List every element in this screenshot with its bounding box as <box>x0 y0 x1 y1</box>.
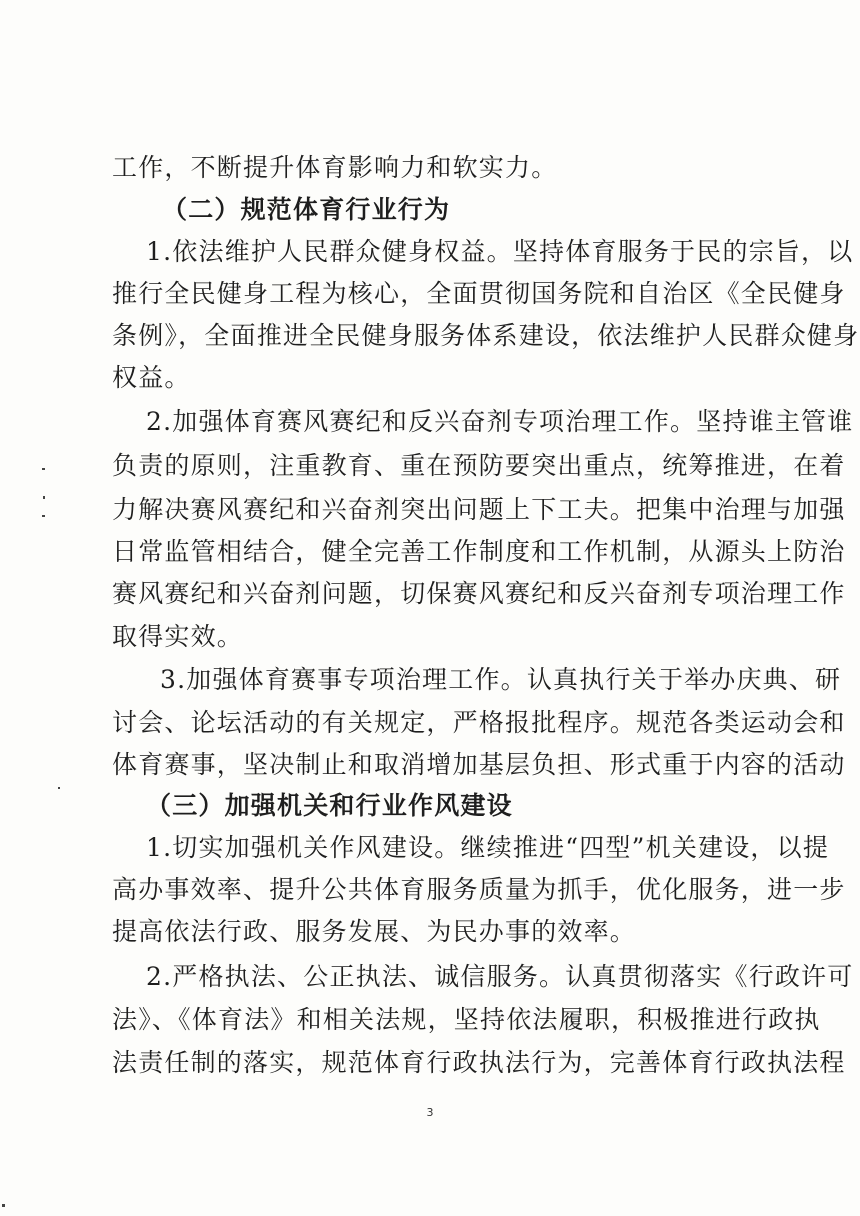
text-line: 日常监管相结合，健全完善工作制度和工作机制，从源头上防治 <box>112 537 846 566</box>
text-line: 提高依法行政、服务发展、为民办事的效率。 <box>112 917 637 946</box>
text-line: 力解决赛风赛纪和兴奋剂突出问题上下工夫。把集中治理与加强 <box>112 495 846 524</box>
scan-speck <box>58 787 60 789</box>
text-line: 赛风赛纪和兴奋剂问题，切保赛风赛纪和反兴奋剂专项治理工作 <box>112 579 846 608</box>
text-line: 1.依法维护人民群众健身权益。坚持体育服务于民的宗旨，以 <box>146 237 854 266</box>
section-heading: （三）加强机关和行业作风建设 <box>146 791 513 820</box>
text-line: 法》、《体育法》和相关法规，坚持依法履职，积极推进行政执 <box>112 1005 821 1034</box>
text-line: 高办事效率、提升公共体育服务质量为抓手，优化服务，进一步 <box>112 875 846 904</box>
text-line: 讨会、论坛活动的有关规定，严格报批程序。规范各类运动会和 <box>112 708 846 737</box>
text-line: 负责的原则，注重教育、重在预防要突出重点，统筹推进，在着 <box>112 451 846 480</box>
scan-speck <box>42 515 45 517</box>
text-line: 条例》，全面推进全民健身服务体系建设，依法维护人民群众健身 <box>112 321 860 350</box>
text-line: 取得实效。 <box>112 622 244 651</box>
scan-speck <box>43 496 45 499</box>
scan-speck <box>2 1204 5 1207</box>
text-line: 工作，不断提升体育影响力和软实力。 <box>112 153 558 182</box>
scan-speck <box>42 468 45 470</box>
text-line: 法责任制的落实，规范体育行政执法行为，完善体育行政执法程 <box>112 1048 846 1077</box>
text-line: 体育赛事，坚决制止和取消增加基层负担、形式重于内容的活动 <box>112 750 846 779</box>
section-heading: （二）规范体育行业行为 <box>162 195 451 224</box>
text-line: 1.切实加强机关作风建设。继续推进“四型”机关建设，以提 <box>146 833 830 862</box>
text-line: 权益。 <box>112 363 191 392</box>
text-line: 2.严格执法、公正执法、诚信服务。认真贯彻落实《行政许可 <box>146 962 854 991</box>
text-line: 2.加强体育赛风赛纪和反兴奋剂专项治理工作。坚持谁主管谁 <box>146 407 854 436</box>
page-number: 3 <box>426 1106 434 1119</box>
text-line: 推行全民健身工程为核心，全面贯彻国务院和自治区《全民健身 <box>112 279 846 308</box>
text-line: 3.加强体育赛事专项治理工作。认真执行关于举办庆典、研 <box>160 665 842 694</box>
